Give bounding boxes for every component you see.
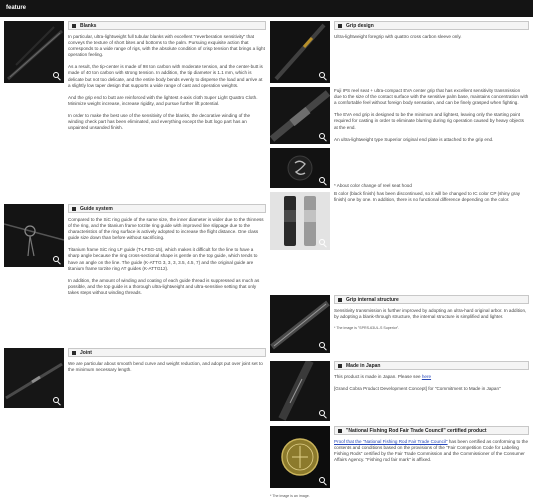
guide-paragraph: Titanium frame SiC ring LF guide (T-LFSG-15), which makes it difficult for the line to have a sharp angle because the ring cross-sectional shape is gentle on the top guide, which tends to have an angle on the line. The guide (K-ATTG 3, 3, 3, 3.5, 4.5, 7) and the original guide are titanium frame torzite ring AT guides (K-ATTG12). [68,247,258,271]
blanks-header [68,21,266,30]
internal-title: Grip internal structure [346,297,399,303]
blanks-image[interactable] [4,21,64,83]
bullet-icon [72,351,76,355]
zoom-icon[interactable] [53,72,62,81]
zoom-icon[interactable] [319,239,328,248]
feature-label: feature [6,5,27,11]
fair-section [270,426,529,496]
japan-title: Made in Japan [346,363,381,369]
blanks-paragraph: In particular, ultra-lightweight full tubular blanks with excellent "reverberation sensitivity" that conveys the texture of short bites and bottoms to the palm. Pursuing exquisite action that corresponds to a wide range of rigs, with the absolute condition of crisp tension that brings a light operation feeling. [68,34,265,58]
bullet-icon [338,298,342,302]
grip-paragraph: Fuji IPS reel seat + ultra-compact EVA center grip that has excellent sensitivity transmission due to the size of the contact surface with the sensitive palm base, maintains concentration with a comfortable feel without foreign body sensation, and can be finely grasped when fighting. [334,88,529,106]
guide-section [4,204,266,344]
fair-proof-link[interactable]: Proof that the "National Fishing Rod Fair Trade Council" [334,439,448,444]
joint-title: Joint [80,350,92,356]
japan-text: This product is made in Japan. Please see [334,374,422,379]
japan-image[interactable] [270,361,330,421]
grip-paragraph: An ultra-lightweight type Superior original end plate is attached to the grip end. [334,136,494,142]
grip-color-note: B color (black finish) has been discontinued, so it will be changed to IC color CP (shiny gray finish) one by one. In addition, there is no functional difference depending on the color. [334,190,521,202]
blanks-title: Blanks [80,23,97,29]
grip-image-1[interactable] [270,21,330,83]
blanks-paragraph: And the grip end to butt are reinforced with the lightest 4-axis cloth Super Light Quattro Cloth. Minimize weight increase, increase rigidity, and pursue further lift potential. [68,94,258,106]
internal-paragraph: Sensitivity transmission is further improved by adopting an ultra-hard original arbor. In addition, by adopting a blank-through structure, the internal structure is simplified and lighter. [334,308,527,320]
joint-section [4,348,266,410]
feature-header-bar [0,0,533,17]
blanks-section [4,21,266,201]
internal-image[interactable] [270,295,330,353]
japan-concept: [Grand Cobra Product Development Concept] for "Commitment to Made in Japan" [334,386,501,392]
fair-header [334,426,529,435]
zoom-icon[interactable] [53,397,62,406]
here-link[interactable]: here [421,374,432,379]
grip-image-4[interactable] [270,192,330,250]
grip-paragraph: The EVA end grip is designed to be the minimum and lightest, leaving only the starting point required for casting in order to eliminate blurring during rig operation caused by heavy objects at the end. [334,112,524,130]
guide-paragraph: In addition, the amount of winding and coating of each guide thread is suppressed as much as possible, and the top guide is a thorough ultra-lightweight and ultra-sensitive setting that only takes steps without winding threads. [68,277,260,295]
guide-header [68,204,266,213]
bullet-icon [72,24,76,28]
japan-header [334,361,529,370]
blanks-paragraph: As a result, the tip-center is made of 98 ton carbon with moderate tension, and the center-butt is made of 40 ton carbon with strong tension. In addition, the tip diameter is 1.1 mm, which is delicate but not too delicate, and the entire body bends evenly to disperse the load and arrive at a slightly low taper design that supports a wide range of cast and operation weights. [68,64,263,88]
blanks-paragraph: In order to make the best use of the sensitivity of the blanks, the decorative winding of the winding check part has been eliminated, and everything except the butt logo part has an unpainted unsanded finish. [68,112,251,131]
internal-image-note: * The image is "SPRS-63UL-S Superior". [334,326,400,331]
grip-section [270,21,529,291]
guide-paragraph: Compared to the SiC ring guide of the same size, the inner diameter is wider due to the thinness of the ring, and the titanium frame torzite ring guide with improved line slippage due to the characteristics of the ring surface is actively adopted to increase the flight distance. One class guide size down than before without sacrificing. [68,217,264,241]
bullet-icon [338,364,342,368]
fair-image[interactable] [270,426,330,488]
japan-section [270,361,529,423]
grip-image-3[interactable] [270,148,330,188]
zoom-icon[interactable] [53,256,62,265]
internal-header [334,295,529,304]
guide-title: Guide system [80,206,113,212]
joint-paragraph: We are particular about smooth bend curve and weight reduction, and adopt put over joint set to the minimum necessary length. [68,361,263,373]
fair-title: "National Fishing Rod Fair Trade Council" certified product [346,428,487,434]
guide-image[interactable] [4,204,64,267]
zoom-icon[interactable] [319,72,328,81]
zoom-icon[interactable] [319,477,328,486]
bullet-icon [72,207,76,211]
zoom-icon[interactable] [319,342,328,351]
image-footnote: * The image is an image. [270,494,310,498]
fair-paragraph [334,439,529,463]
zoom-icon[interactable] [319,133,328,142]
internal-section [270,295,529,357]
grip-title: Grip design [346,23,374,29]
japan-paragraph [334,374,529,380]
zoom-icon[interactable] [319,177,328,186]
bullet-icon [338,24,342,28]
grip-header [334,21,529,30]
joint-header [68,348,266,357]
joint-image[interactable] [4,348,64,408]
grip-image-2[interactable] [270,87,330,144]
grip-paragraph: Ultra-lightweight foregrip with quattro cross carbon sleeve only. [334,34,462,39]
fair-text: has been certified as conforming to the contents and conditions based on the provisions of the "Fair Competition Code for Labeling Fishing Rods" certified by the Fair Trade Commission and the Commissioner of the Consumer Affairs Agency. "Fishing rod fair mark" is affixed. [334,439,529,463]
bullet-icon [338,429,342,433]
grip-color-note-title: * About color change of reel seat hood [334,182,412,188]
zoom-icon[interactable] [319,410,328,419]
